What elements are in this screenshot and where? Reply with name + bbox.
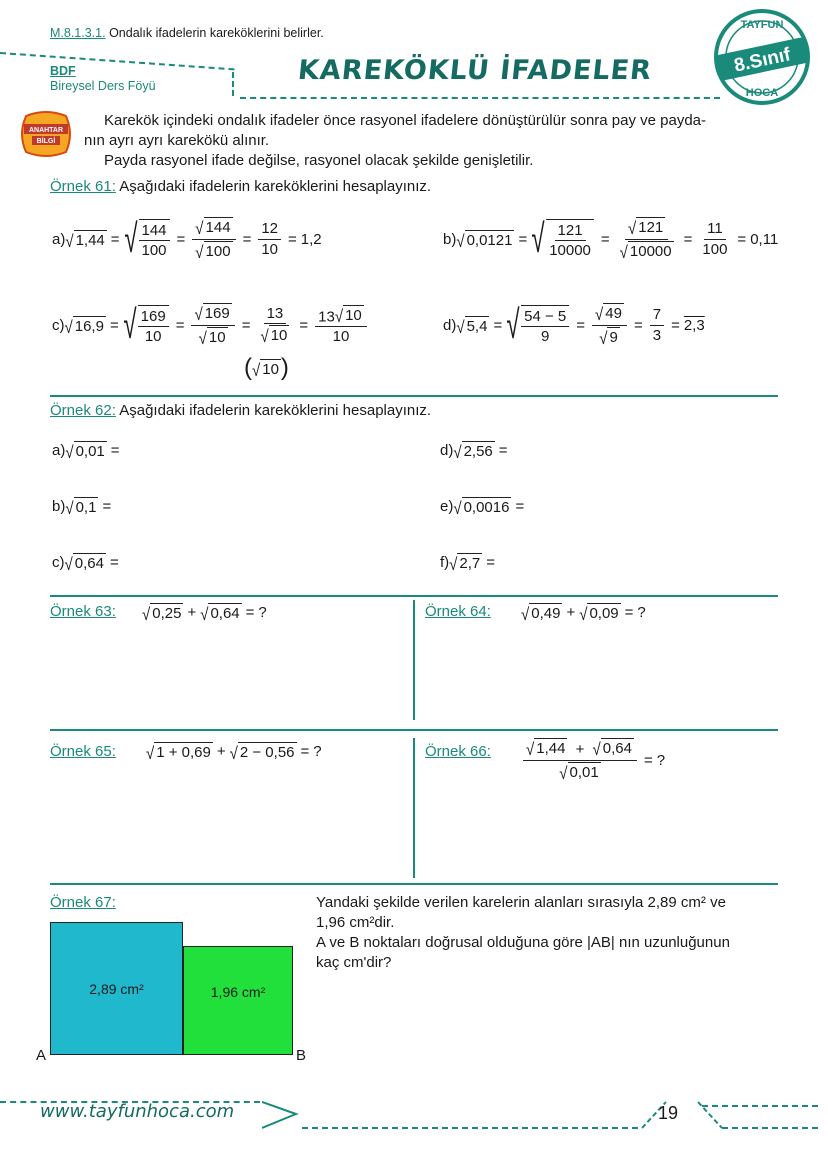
objective-text: Ondalık ifadelerin kareköklerini belirler. (109, 26, 324, 40)
ex66-label: Örnek 66: (425, 743, 491, 760)
column-divider (413, 600, 415, 720)
ex61-d-result: 2,3 (683, 316, 705, 334)
divider (50, 595, 778, 597)
footer-arrow (262, 1100, 822, 1130)
square-large-label: 2,89 cm² (89, 981, 144, 997)
ex62-text: Aşağıdaki ifadelerin kareköklerini hesaplayınız. (119, 402, 432, 419)
ex62-label: Örnek 62: (50, 402, 116, 419)
ex62-item-f: f) √ 2,7 = (440, 554, 496, 575)
ex61-c-prefix: c) (52, 316, 65, 334)
bdf-label: BDF (50, 64, 76, 78)
ex62-item-d: d) √ 2,56 = (440, 442, 508, 463)
fraction: $\frac{7}{3}$ (650, 306, 664, 344)
ex66-expression: √ 1,44 + √ 0,64 √ 0,01 = ? (520, 738, 665, 782)
fraction: √ 121 √ 10000 (619, 219, 672, 263)
divider (50, 729, 778, 731)
point-b-label: B (296, 1047, 307, 1064)
ex67-label: Örnek 67: (50, 894, 116, 911)
ex61-text: Aşağıdaki ifadelerin kareköklerini hesaplayınız. (119, 178, 432, 195)
column-divider (413, 738, 415, 878)
sqrt: √ 0,0121 (456, 231, 513, 252)
square-small-label: 1,96 cm² (210, 984, 266, 1000)
ex61-a: a) √ 1,44 = √ $\frac{144}{100}$ = √ 144 √ 100 = $\frac{12}{10}$ = 1,2 (52, 217, 322, 263)
fraction: √ 1,44 + √ 0,64 √ 0,01 (523, 738, 637, 782)
bdf-full: Bireysel Ders Föyü (50, 79, 156, 93)
fraction: √ 144 √ 100 (192, 217, 235, 261)
fraction: $\frac{54 - 5}{9}$ (521, 305, 569, 346)
ex63-expression: √ 0,25 + √ 0,64 = ? (142, 604, 267, 625)
fraction: 13 √ 10 10 (315, 305, 367, 346)
fraction: $\frac{12}{10}$ (258, 220, 281, 258)
ex61-c-extension: ( √ 10 ) (244, 354, 289, 381)
ex61-a-prefix: a) (52, 230, 66, 248)
ex62-item-a: a) √ 0,01 = (52, 442, 120, 463)
ex62-item-c: c) √ 0,64 = (52, 554, 119, 575)
ex61-a-result: 1,2 (300, 230, 322, 248)
square-small (183, 946, 293, 1055)
sqrt: √ 1,44 (65, 231, 105, 252)
ex61-b-prefix: b) (443, 230, 457, 248)
divider (50, 883, 778, 885)
ex62-heading (50, 402, 431, 419)
ex61-label: Örnek 61: (50, 178, 116, 195)
ex61-c: c) √ 16,9 = √ $\frac{169}{10}$ = √ 169 √ 10 = 13 √ 10 = 13 √ 10 10 (52, 302, 370, 348)
ex61-b-result: 0,11 (750, 230, 779, 248)
badge-top-text: TAYFUN (740, 19, 784, 31)
fraction: $\frac{11}{100}$ (702, 220, 728, 258)
ex61-heading (50, 178, 431, 195)
point-a-label: A (36, 1047, 47, 1064)
sqrt: √ 5,4 (456, 317, 488, 338)
fraction: $\frac{144}{100}$ (139, 219, 170, 260)
ex65-expression: √ 1 + 0,69 + √ 2 − 0,56 = ? (146, 743, 322, 764)
intro-line3: Payda rasyonel ifade değilse, rasyonel olacak şekilde genişletilir. (104, 152, 534, 169)
fraction: $\frac{169}{10}$ (138, 305, 169, 346)
page-title: KAREKÖKLÜ İFADELER (296, 55, 654, 86)
header-dash-bottom (240, 97, 720, 99)
ex61-d: d) √ 5,4 = √ $\frac{54 - 5}{9}$ = √ 49 √ 9 = $\frac{7}{3}$ = 2,3 (443, 303, 705, 349)
objective-code: M.8.1.3.1. (50, 26, 106, 40)
fraction: 13 √ 10 (260, 304, 288, 347)
square-large (50, 922, 183, 1055)
key-badge-line1: ANAHTAR (28, 127, 64, 134)
ex64-label: Örnek 64: (425, 603, 491, 620)
ex65-label: Örnek 65: (50, 743, 116, 760)
ex61-d-prefix: d) (443, 316, 457, 334)
header-objective (50, 26, 324, 40)
sqrt: √ 16,9 (64, 317, 104, 338)
intro-line2: nın ayrı ayrı karekökü alınır. (84, 132, 270, 149)
key-badge-line2: BİLGİ (36, 138, 56, 145)
ex62-item-e: e) √ 0,0016 = (440, 498, 525, 519)
fraction: √ 49 √ 9 (592, 303, 627, 347)
bdf-block (50, 64, 156, 94)
badge-bot-text: HOCA (745, 87, 779, 99)
tayfun-hoca-badge (712, 8, 812, 106)
intro-text (84, 111, 784, 171)
fraction: $\frac{121}{10000}$ (546, 219, 594, 260)
ex61-b: b) √ 0,0121 = √ $\frac{121}{10000}$ = √ 121 √ 10000 = $\frac{11}{100}$ = 0,11 (443, 217, 779, 263)
ex67-text: Yandaki şekilde verilen karelerin alanları sırasıyla 2,89 cm² ve 1,96 cm²dir. A ve B noktaları doğrusal olduğuna göre |AB| nın uzunluğunun kaç cm'dir? (316, 894, 730, 971)
ex64-expression: √ 0,49 + √ 0,09 = ? (521, 604, 646, 625)
footer-site: www.tayfunhoca.com (40, 1101, 235, 1122)
ex63-label: Örnek 63: (50, 603, 116, 620)
key-info-icon (18, 108, 74, 160)
badge-mid-text: 8.Sınıf (732, 44, 793, 77)
ex62-item-b: b) √ 0,1 = (52, 498, 112, 519)
intro-line1: Karekök içindeki ondalık ifadeler önce rasyonel ifadelere dönüştürülür sonra pay ve payda- (104, 112, 707, 129)
bdf-bracket (232, 72, 234, 96)
fraction: √ 169 √ 10 (191, 303, 234, 347)
page-number: 19 (658, 1103, 679, 1123)
divider (50, 395, 778, 397)
